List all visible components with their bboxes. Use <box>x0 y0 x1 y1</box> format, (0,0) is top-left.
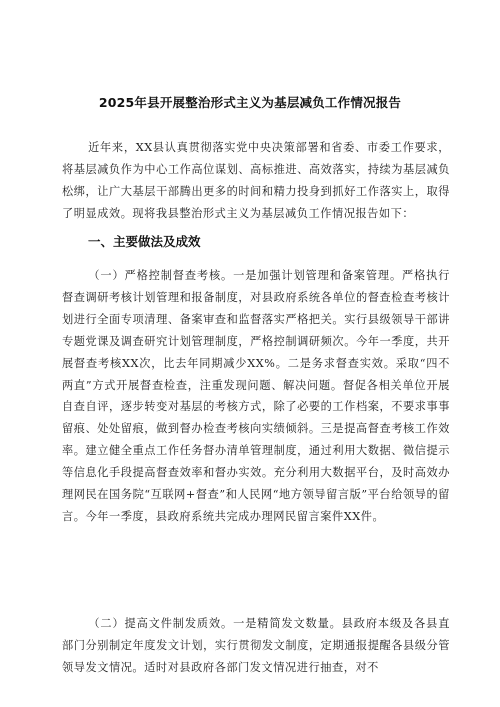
intro-paragraph <box>62 137 450 225</box>
item-one-paragraph <box>62 265 450 528</box>
item-one-text: （一）严格控制督查考核。一是加强计划管理和备案管理。严格执行督查调研考核计划管理和报备制度，对县政府系统各单位的督查检查考核计划进行全面专项清理、备案审查和监督落实严格把关。实行县级领导干部讲专题党课及调查研究计划管理制度，严格控制调研频次。今年一季度，共开展督查考核XX次，比去年同期减少XX%。二是务求督查实效。采取“四不两直”方式开展督查检查，注重发现问题、解决问题。督促各相关单位开展自查自评，逐步转变对基层的考核方式，除了必要的工作档案，不要求事事留痕、处处留痕，做到督办检查考核向实绩倾斜。三是提高督查考核工作效率。建立健全重点工作任务督办清单管理制度，通过利用大数据、微信提示等信息化手段提高督查效率和督办实效。充分利用大数据平台，及时高效办理网民在国务院“互联网+督查”和人民网“地方领导留言版”平台给领导的留言。今年一季度，县政府系统共完成办理网民留言案件XX件。 <box>62 269 450 523</box>
section-heading: 一、主要做法及成效 <box>88 234 201 249</box>
intro-text: 近年来，XX县认真贯彻落实党中央决策部署和省委、市委工作要求，将基层减负作为中心工作高位谋划、高标推进、高效落实，持续为基层减负松绑，让广大基层干部腾出更多的时间和精力投身到抓好工作落实上，取得了明显成效。现将我县整治形式主义为基层减负工作情况报告如下： <box>62 141 450 220</box>
item-two-text: （二）提高文件制发质效。一是精简发文数量。县政府本级及各县直部门分别制定年度发文计划，实行贯彻发文制度，定期通报提醒各县级分管领导发文情况。适时对县政府各部门发文情况进行抽查，对不 <box>62 617 450 674</box>
item-two-paragraph <box>62 613 450 679</box>
document-title: 2025年县开展整治形式主义为基层减负工作情况报告 <box>98 95 402 110</box>
